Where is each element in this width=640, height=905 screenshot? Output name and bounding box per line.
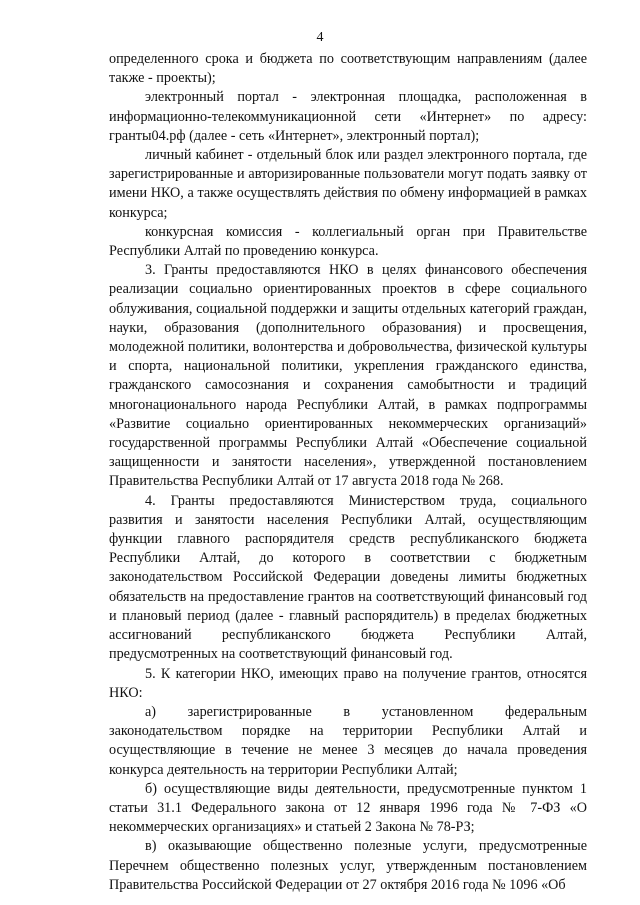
paragraph-personal-account: личный кабинет - отдельный блок или раздел электронного портала, где зарегистрированные и авторизированные пользователи могут подать заявку от имени НКО, а также осуществлять действия по обмену информацией в рамках конкурса; (109, 147, 587, 221)
paragraph-5b-activities: б) осуществляющие виды деятельности, предусмотренные пунктом 1 статьи 31.1 Федерального закона от 12 января 1996 года № 7-ФЗ «О некоммерческих организациях» и статьей 2 Закона № 78-РЗ; (109, 780, 587, 836)
paragraph-competition-commission: конкурсная комиссия - коллегиальный орган при Правительстве Республики Алтай по проведению конкурса. (109, 223, 587, 260)
page-number: 4 (316, 30, 324, 45)
document-body (109, 50, 587, 895)
paragraph-5a-registered: а) зарегистрированные в установленном федеральным законодательством порядке на территории Республики Алтай и осуществляющие в течение не менее 3 месяцев до начала проведения конкурса деятельность на территории Республики Алтай; (109, 703, 587, 778)
paragraph-4-grant-provider: 4. Гранты предоставляются Министерством труда, социального развития и занятости населения Республики Алтай, осуществляющим функции главного распорядителя средств республиканского бюджета Республики Алтай, до которого в соответствии с бюджетным законодательством Российской Федерации доведены лимиты бюджетных обязательств на предоставление грантов на соответствующий финансовый год и плановый период (далее - главный распорядитель) в пределах бюджетных ассигнований республиканского бюджета Республики Алтай, предусмотренных на соответствующий финансовый год. (109, 492, 587, 663)
paragraph-5c-public-services: в) оказывающие общественно полезные услуги, предусмотренные Перечнем общественно полезных услуг, утвержденным постановлением Правительства Российской Федерации от 27 октября 2016 года № 1096 «Об (109, 838, 587, 893)
paragraph-electronic-portal: электронный портал - электронная площадка, расположенная в информационно-телекоммуникационной сети «Интернет» по адресу: гранты04.рф (далее - сеть «Интернет», электронный портал); (109, 89, 587, 144)
paragraph-5-nko-categories: 5. К категории НКО, имеющих право на получение грантов, относятся НКО: (109, 665, 587, 701)
paragraph-projects-continuation: определенного срока и бюджета по соответствующим направлениям (далее также - проекты); (109, 51, 587, 87)
paragraph-3-grant-purposes: 3. Гранты предоставляются НКО в целях финансового обеспечения реализации социально ориентированных проектов в сфере социального облуживания, социальной поддержки и защиты отдельных категорий граждан, науки, образования (дополнительного образования) и просвещения, молодежной политики, волонтерства и добровольчества, физической культуры и спорта, национальной политики, укрепления гражданского единства, гражданского самосознания и сохранения самобытности и традиций многонационального народа Республики Алтай, в рамках подпрограммы «Развитие социально ориентированных некоммерческих организаций» государственной программы Республики Алтай «Обеспечение социальной защищенности и занятости населения», утвержденной постановлением Правительства Республики Алтай от 17 августа 2018 года № 268. (109, 262, 587, 490)
